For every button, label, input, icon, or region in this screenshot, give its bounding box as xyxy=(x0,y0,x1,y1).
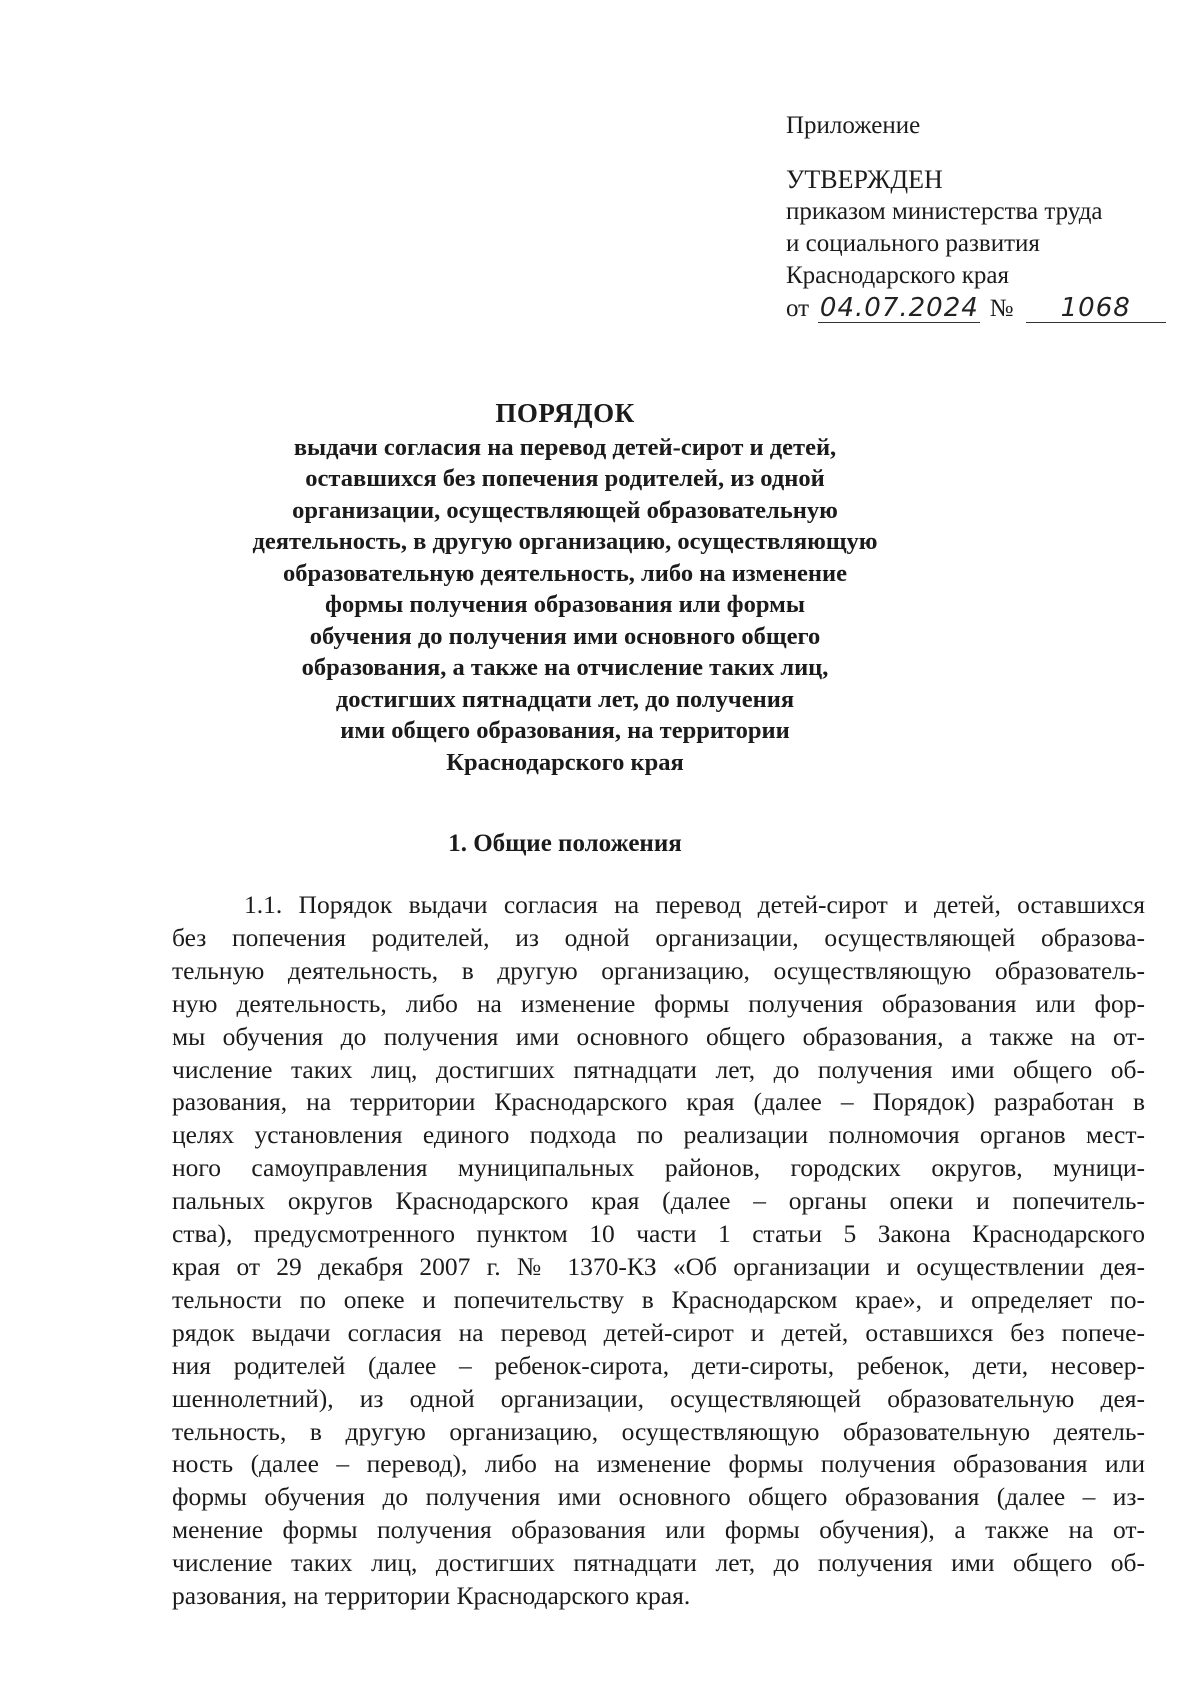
document-title xyxy=(200,398,930,778)
body-line: ства), предусмотренного пунктом 10 части 1 статьи 5 Закона Краснодарского xyxy=(172,1219,1145,1249)
body-line: ность (далее – перевод), либо на изменение формы получения образования или xyxy=(172,1449,1145,1479)
body-line: тельности по опеке и попечительству в Краснодарском крае», и определяет по- xyxy=(172,1284,1145,1314)
body-line: края от 29 декабря 2007 г. № 1370-КЗ «Об организации и осуществлении дея- xyxy=(172,1251,1145,1281)
approval-line: Краснодарского края xyxy=(786,262,1009,289)
handwritten-date: 04.07.2024 xyxy=(819,293,979,323)
title-line: выдачи согласия на перевод детей-сирот и детей, xyxy=(293,433,837,461)
title-line: Краснодарского края xyxy=(446,748,684,776)
date-prefix: от xyxy=(786,295,810,322)
approval-block xyxy=(786,110,1166,325)
body-line: ного самоуправления муниципальных районов, городских округов, муници- xyxy=(172,1153,1145,1183)
body-line: целях установления единого подхода по реализации полномочия органов мест- xyxy=(172,1120,1145,1150)
body-line: менение формы получения образования или формы обучения), а также на от- xyxy=(172,1515,1145,1545)
body-line: тельность, в другую организацию, осуществляющую образовательную деятель- xyxy=(172,1416,1145,1446)
title-line: ими общего образования, на территории xyxy=(340,717,790,744)
title-main: ПОРЯДОК xyxy=(495,398,635,428)
section-heading: 1. Общие положения xyxy=(448,830,682,857)
body-line: тельную деятельность, в другую организацию, осуществляющую образователь- xyxy=(172,955,1145,985)
body-paragraph xyxy=(172,889,1145,1613)
order-date-line xyxy=(786,295,1166,322)
approval-line: приказом министерства труда xyxy=(786,198,1103,225)
number-sign: № xyxy=(989,295,1014,322)
body-line: числение таких лиц, достигших пятнадцати лет, до получения ими общего об- xyxy=(172,1548,1145,1578)
title-line: достигших пятнадцати лет, до получения xyxy=(335,685,795,713)
body-line: разования, на территории Краснодарского края (далее – Порядок) разработан в xyxy=(172,1087,1145,1117)
appendix-label: Приложение xyxy=(786,112,921,139)
body-line: ния родителей (далее – ребенок-сирота, дети-сироты, ребенок, дети, несовер- xyxy=(172,1350,1145,1380)
body-line: мы обучения до получения ими основного общего образования, а также на от- xyxy=(172,1021,1145,1051)
title-line: организации, осуществляющей образовательную xyxy=(292,496,838,524)
body-line: ную деятельность, либо на изменение формы получения образования или фор- xyxy=(172,988,1145,1018)
title-line: оставшихся без попечения родителей, из одной xyxy=(305,465,825,492)
handwritten-number: 1068 xyxy=(1026,292,1166,323)
title-line: обучения до получения ими основного общего xyxy=(309,622,821,650)
title-line: образовательную деятельность, либо на изменение xyxy=(283,559,847,587)
approval-line: и социального развития xyxy=(786,230,1040,257)
body-line: рядок выдачи согласия на перевод детей-сирот и детей, оставшихся без попече- xyxy=(172,1317,1145,1347)
body-line: без попечения родителей, из одной организации, осуществляющей образова- xyxy=(172,922,1145,952)
body-line: разования, на территории Краснодарского края. xyxy=(172,1581,691,1611)
body-line: числение таких лиц, достигших пятнадцати лет, до получения ими общего об- xyxy=(172,1054,1145,1084)
body-line: формы обучения до получения ими основного общего образования (далее – из- xyxy=(172,1482,1145,1512)
body-line: шеннолетний), из одной организации, осуществляющей образовательную дея- xyxy=(172,1383,1145,1413)
title-line: формы получения образования или формы xyxy=(325,591,805,618)
body-line: 1.1. Порядок выдачи согласия на перевод детей-сирот и детей, оставшихся xyxy=(244,890,1145,919)
approved-label: УТВЕРЖДЕН xyxy=(786,165,943,194)
body-line: пальных округов Краснодарского края (далее – органы опеки и попечитель- xyxy=(172,1186,1145,1216)
title-line: образования, а также на отчисление таких лиц, xyxy=(301,654,829,681)
title-line: деятельность, в другую организацию, осуществляющую xyxy=(252,528,878,555)
